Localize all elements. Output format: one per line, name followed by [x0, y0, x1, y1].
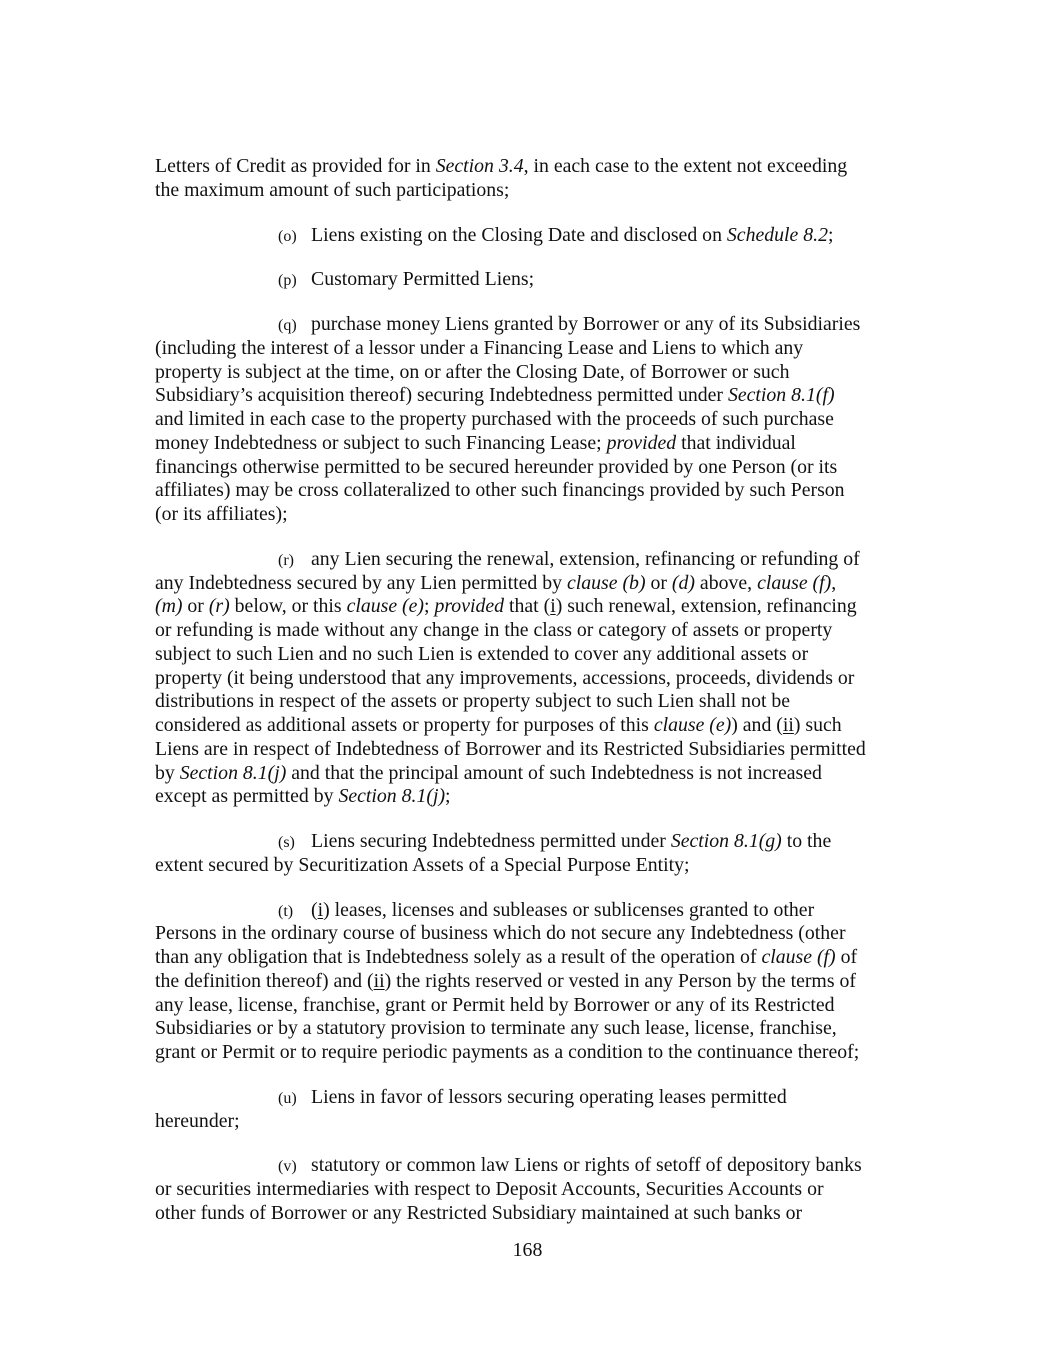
text-line: [155, 994, 955, 1018]
text-run: or: [645, 571, 672, 594]
text-run: grant or Permit or to require periodic payments as a condition to the continuance thereof;: [155, 1041, 860, 1063]
clause-v: [155, 1154, 955, 1225]
text-run: that (: [504, 595, 551, 618]
text-run: money Indebtedness or subject to such Financing Lease;: [155, 431, 607, 454]
text-run: any Lien securing the renewal, extension, refinancing or refunding of: [311, 547, 860, 570]
text-run: considered as additional assets or property for purposes of this: [155, 714, 654, 736]
text-line: [155, 970, 955, 994]
text-run: property (it being understood that any improvements, accessions, proceeds, dividends or: [155, 666, 855, 689]
underlined-item-marker: i: [550, 595, 556, 618]
text-run: ;: [445, 785, 451, 808]
clause-r: [155, 548, 955, 809]
text-run: to the: [781, 830, 832, 852]
text-line: [155, 179, 955, 203]
text-run: than any obligation that is Indebtedness solely as a result of the operation of: [155, 946, 762, 968]
text-line: [155, 1154, 955, 1178]
underlined-item-marker: ii: [782, 714, 794, 736]
text-run: ) leases, licenses and subleases or sublicenses granted to other: [323, 898, 815, 921]
text-line: [155, 456, 955, 480]
text-run: except as permitted by: [155, 785, 339, 808]
text-run: ;: [424, 595, 435, 618]
text-line: [155, 224, 955, 248]
text-run: ) such: [793, 714, 842, 736]
text-line: [155, 830, 955, 854]
text-line: [155, 313, 955, 337]
text-run: (: [311, 898, 318, 921]
text-line: [155, 337, 955, 361]
text-line: [155, 384, 955, 408]
clause-label: (v): [278, 1158, 297, 1176]
clause-label: (o): [278, 227, 297, 245]
text-line: [155, 785, 955, 809]
clause-label: (p): [278, 272, 297, 290]
italic-reference: Section 8.1(j): [338, 785, 446, 808]
italic-reference: clause (f): [761, 946, 836, 968]
text-run: affiliates) may be cross collateralized to other such financings provided by such Person: [155, 479, 845, 502]
text-run: , in each case to the extent not exceeding: [523, 155, 848, 177]
text-run: statutory or common law Liens or rights of setoff of depository banks: [311, 1154, 862, 1177]
clause-t: [155, 899, 955, 1065]
clause-p: [155, 268, 955, 292]
text-run: or securities intermediaries with respect to Deposit Accounts, Securities Accounts or: [155, 1178, 824, 1200]
italic-reference: Schedule 8.2: [726, 223, 828, 246]
italic-reference: clause (e): [653, 714, 732, 736]
text-line: [155, 572, 955, 596]
text-line: [155, 361, 955, 385]
text-line: [155, 548, 955, 572]
text-run: purchase money Liens granted by Borrower or any of its Subsidiaries: [311, 313, 861, 335]
clause-label: (r): [278, 551, 294, 569]
text-run: any Indebtedness secured by any Lien permitted by: [155, 571, 567, 594]
text-line: [155, 690, 955, 714]
italic-reference: (r): [208, 595, 230, 618]
italic-reference: Section 8.1(g): [670, 830, 782, 852]
italic-reference: clause (f): [757, 571, 832, 594]
document-body: [155, 155, 955, 1247]
italic-reference: Section 8.1(j): [179, 761, 287, 784]
text-run: financings otherwise permitted to be secured hereunder provided by one Person (or its: [155, 455, 838, 478]
text-run: the maximum amount of such participations;: [155, 178, 510, 201]
clause-label: (s): [278, 834, 295, 851]
text-line: [155, 408, 955, 432]
text-line: [155, 1086, 955, 1110]
text-run: other funds of Borrower or any Restricted Subsidiary maintained at such banks or: [155, 1201, 803, 1224]
text-line: [155, 667, 955, 691]
text-run: Liens existing on the Closing Date and disclosed on: [311, 223, 727, 246]
text-run: by: [155, 761, 180, 784]
text-run: Subsidiaries or by a statutory provision to terminate any such lease, license, franchise,: [155, 1017, 837, 1040]
text-run: or: [182, 595, 209, 618]
text-run: ) such renewal, extension, refinancing: [555, 595, 857, 618]
text-run: and that the principal amount of such Indebtedness is not increased: [286, 761, 822, 784]
text-line: [155, 595, 955, 619]
text-run: above,: [694, 571, 758, 594]
text-line: [155, 714, 955, 738]
text-line: [155, 479, 955, 503]
italic-reference: provided: [606, 431, 677, 454]
text-run: or refunding is made without any change in the class or category of assets or property: [155, 619, 833, 641]
text-line: [155, 762, 955, 786]
text-run: hereunder;: [155, 1109, 240, 1132]
text-line: [155, 619, 955, 643]
text-run: below, or this: [229, 595, 347, 618]
text-run: of: [835, 946, 858, 968]
text-line: [155, 1110, 955, 1134]
text-line: [155, 155, 955, 179]
text-run: that individual: [676, 431, 796, 454]
text-run: extent secured by Securitization Assets of a Special Purpose Entity;: [155, 853, 690, 876]
underlined-item-marker: ii: [373, 969, 385, 992]
page-number: 168: [512, 1239, 543, 1261]
clause-label: (q): [278, 317, 297, 334]
text-run: Persons in the ordinary course of business which do not secure any Indebtedness (other: [155, 922, 846, 945]
italic-reference: (d): [671, 571, 695, 594]
paragraph-continuation: [155, 155, 955, 203]
text-line: [155, 643, 955, 667]
text-run: distributions in respect of the assets or property subject to such Lien shall not be: [155, 690, 791, 713]
italic-reference: clause (b): [566, 571, 646, 594]
italic-reference: clause (e): [346, 595, 424, 618]
clause-u: [155, 1086, 955, 1134]
clause-s: [155, 830, 955, 878]
text-run: and limited in each case to the property purchased with the proceeds of such purchase: [155, 408, 834, 430]
text-line: [155, 503, 955, 527]
text-run: the definition thereof) and (: [155, 969, 374, 992]
text-run: Customary Permitted Liens;: [311, 268, 535, 291]
text-line: [155, 1202, 955, 1226]
text-run: ;: [827, 223, 834, 246]
text-line: [155, 946, 955, 970]
text-line: [155, 268, 955, 292]
text-run: ,: [831, 571, 837, 594]
text-line: [155, 854, 955, 878]
italic-reference: Section 3.4: [435, 155, 524, 177]
text-run: any lease, license, franchise, grant or Permit held by Borrower or any of its Restricted: [155, 993, 835, 1016]
text-run: property is subject at the time, on or after the Closing Date, of Borrower or such: [155, 360, 790, 383]
text-line: [155, 1041, 955, 1065]
italic-reference: provided: [434, 595, 505, 618]
underlined-item-marker: i: [317, 898, 324, 921]
italic-reference: Section 8.1(f): [727, 384, 835, 407]
text-run: (or its affiliates);: [155, 503, 288, 525]
text-run: Liens are in respect of Indebtedness of Borrower and its Restricted Subsidiaries permitted: [155, 737, 866, 760]
text-line: [155, 1017, 955, 1041]
text-run: Liens securing Indebtedness permitted under: [311, 830, 671, 852]
italic-reference: (m): [155, 595, 183, 618]
clause-label: (t): [278, 902, 294, 920]
text-run: Liens in favor of lessors securing operating leases permitted: [311, 1085, 787, 1108]
text-line: [155, 1178, 955, 1202]
clause-o: [155, 224, 955, 248]
clause-label: (u): [278, 1089, 297, 1107]
clause-q: [155, 313, 955, 527]
text-run: Letters of Credit as provided for in: [155, 155, 436, 177]
text-run: subject to such Lien and no such Lien is extended to cover any additional assets or: [155, 642, 809, 665]
text-line: [155, 432, 955, 456]
text-run: (including the interest of a lessor under a Financing Lease and Liens to which any: [155, 336, 804, 359]
text-line: [155, 738, 955, 762]
text-run: ) the rights reserved or vested in any Person by the terms of: [384, 969, 856, 992]
text-run: ) and (: [731, 714, 783, 736]
text-line: [155, 899, 955, 923]
text-line: [155, 922, 955, 946]
text-run: Subsidiary’s acquisition thereof) securing Indebtedness permitted under: [155, 384, 728, 407]
